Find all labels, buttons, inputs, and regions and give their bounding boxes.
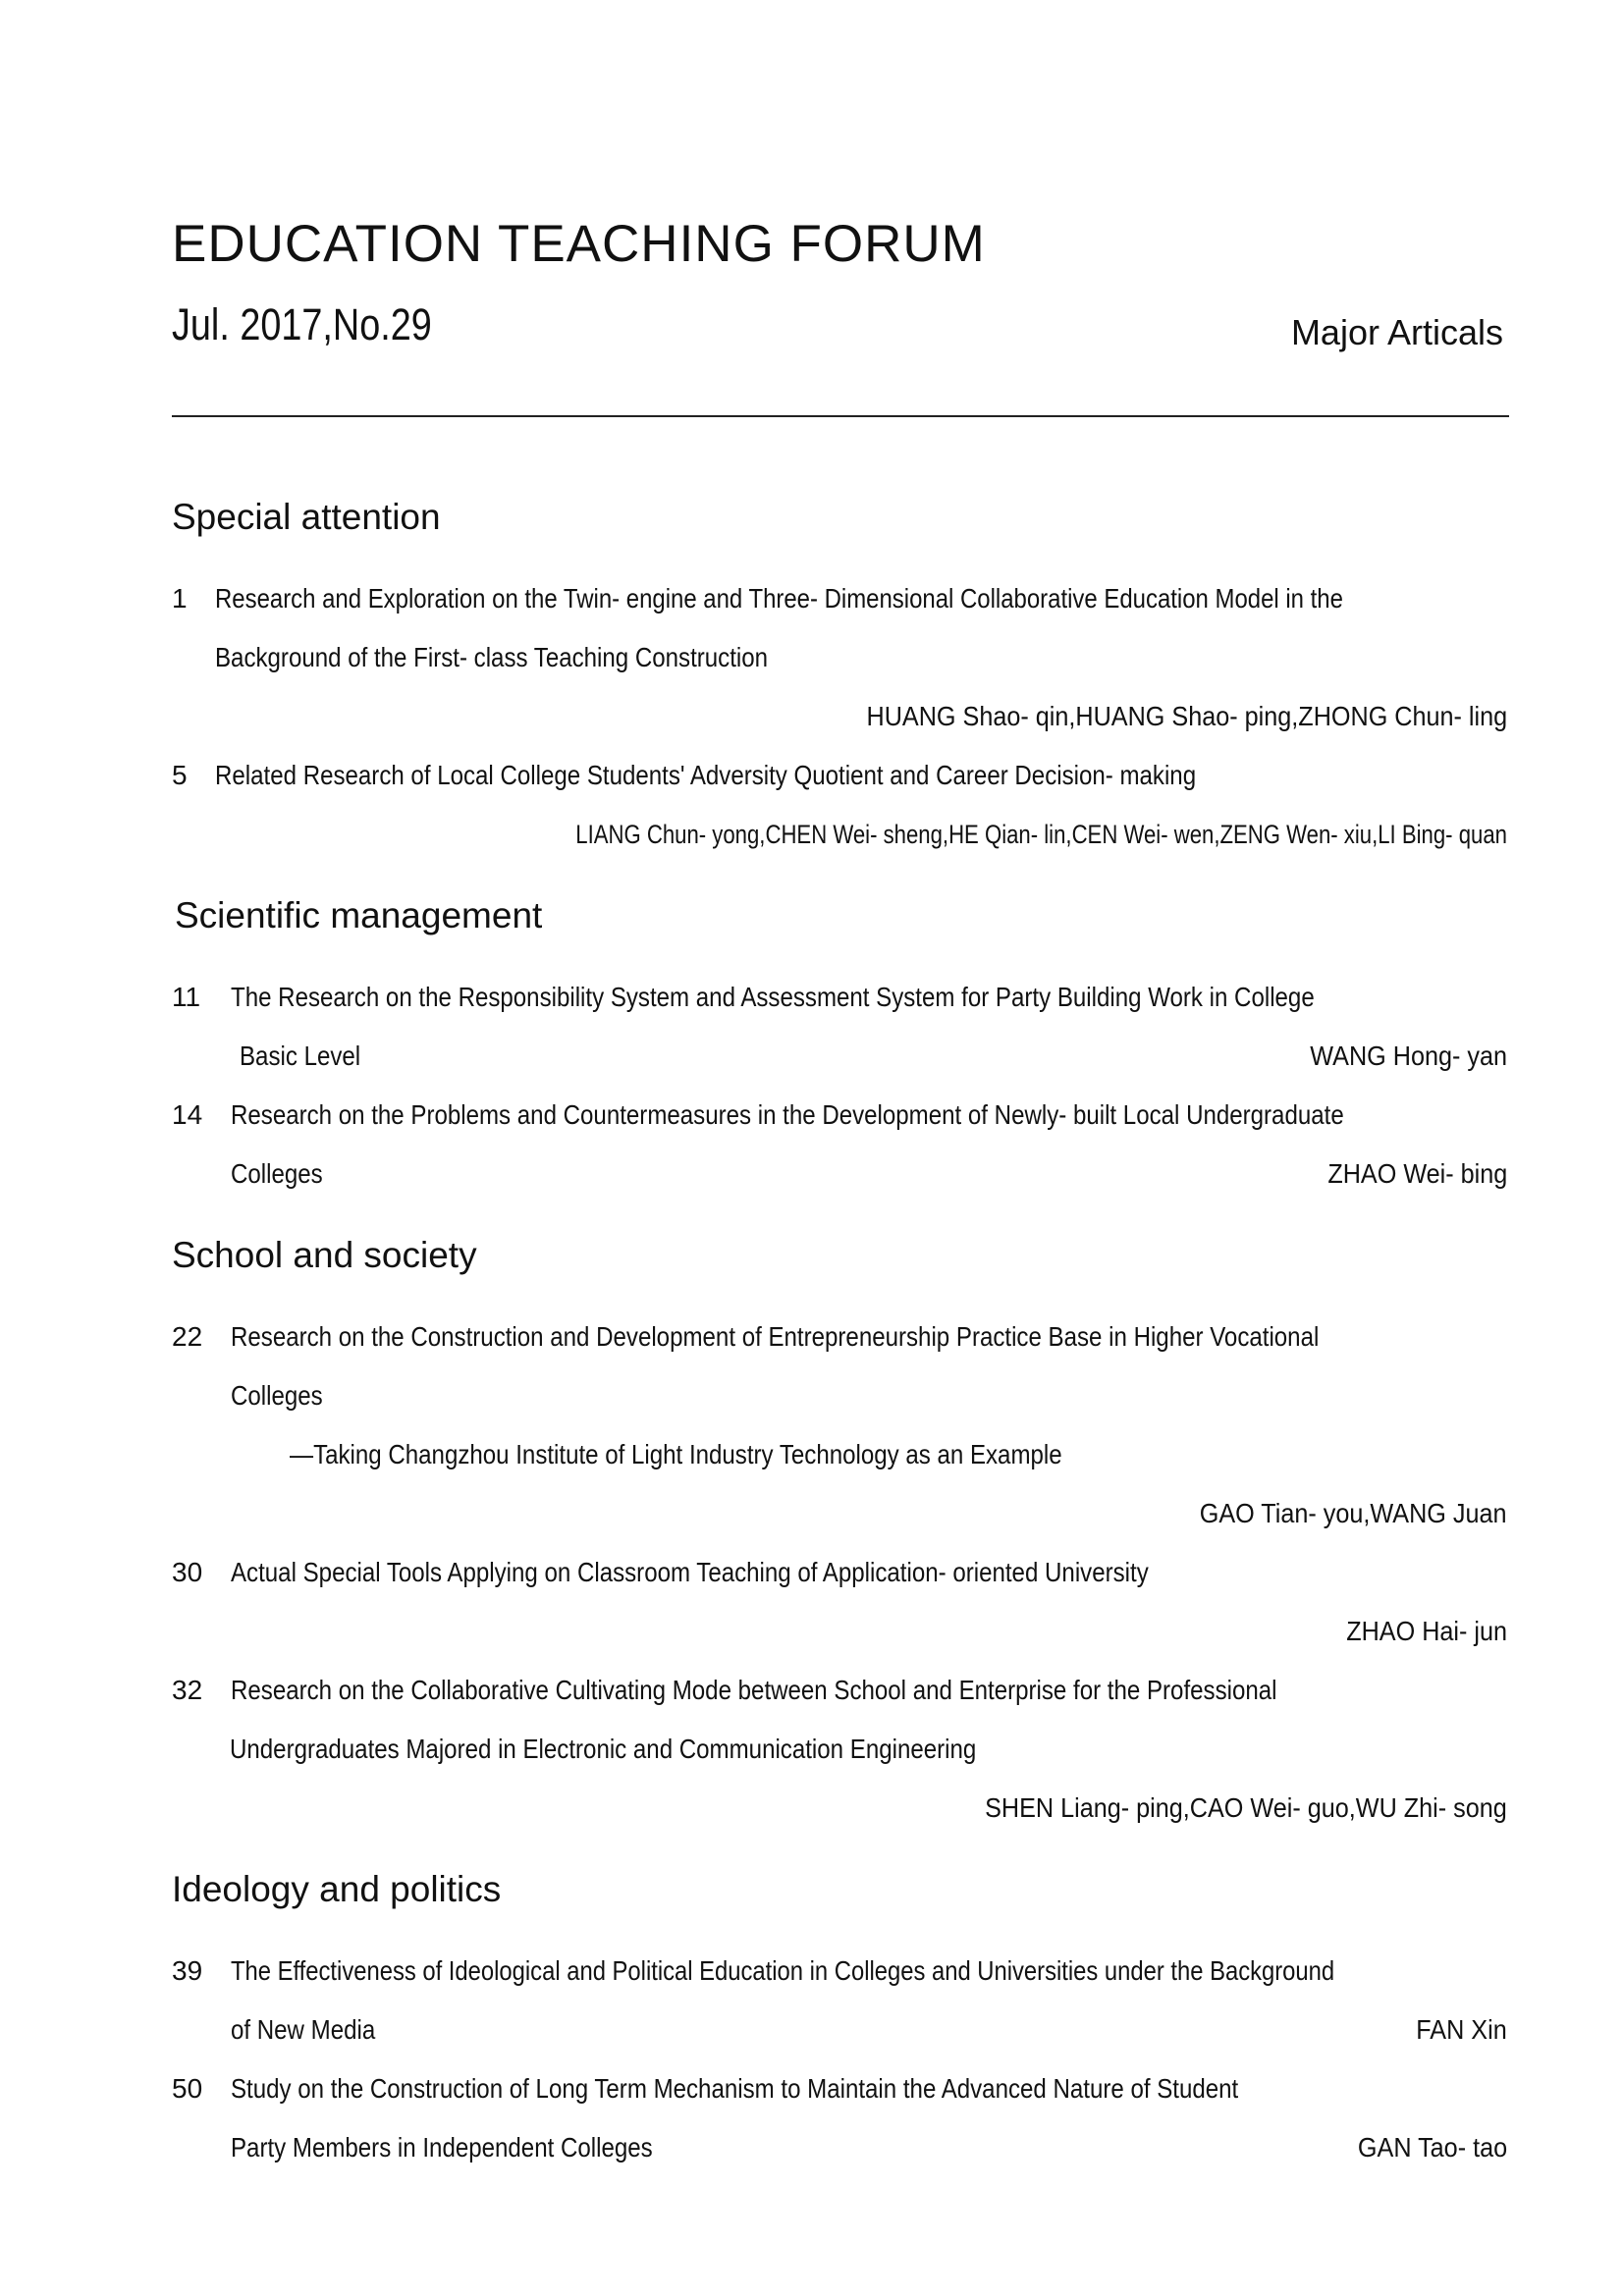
entry-title-continued: Basic Level (240, 1041, 361, 1071)
toc-entry[interactable] (172, 1543, 1507, 1661)
page-number: 22 (172, 1321, 203, 1352)
issue-date: Jul. 2017,No.29 (172, 299, 432, 349)
entry-title: Research and Exploration on the Twin- engine and Three- Dimensional Collaborative Education Model in the (215, 583, 1343, 614)
entry-title: Actual Special Tools Applying on Classroom Teaching of Application- oriented University (231, 1557, 1149, 1587)
dot-leader (719, 2118, 1327, 2177)
dot-leader (285, 1779, 913, 1838)
toc-entry[interactable] (172, 569, 1507, 746)
category-special-attention (172, 489, 1507, 864)
dot-leader (291, 687, 782, 746)
category-title: Ideology and politics (172, 1869, 502, 1909)
entry-author-line (172, 2001, 1507, 2059)
dot-leader (391, 1027, 1274, 1086)
category-ideology-and-politics (172, 1861, 1507, 2177)
dot-leader (288, 1484, 1152, 1543)
page-number: 50 (172, 2073, 203, 2104)
entry-title-continued: Party Members in Independent Colleges (231, 2132, 653, 2163)
entry-author-line (172, 1145, 1507, 1203)
toc-entry[interactable] (172, 2059, 1507, 2177)
journal-title: EDUCATION TEACHING FORUM (172, 215, 986, 273)
toc-entry[interactable] (172, 968, 1507, 1086)
page-number: 30 (172, 1557, 203, 1587)
entry-title-continued: Colleges (231, 1158, 323, 1189)
entry-author-line (172, 1484, 1507, 1543)
toc-entry[interactable] (172, 746, 1507, 864)
category-school-and-society (172, 1227, 1507, 1838)
entry-authors: ZHAO Wei- bing (1327, 1158, 1507, 1189)
category-title: Scientific management (175, 895, 543, 935)
entry-title: Research on the Collaborative Cultivating Mode between School and Enterprise for the Professional (231, 1675, 1277, 1705)
entry-author-line (172, 2118, 1507, 2177)
entry-author-line (172, 1027, 1507, 1086)
entry-title: Related Research of Local College Students' Adversity Quotient and Career Decision- making (215, 760, 1197, 790)
entry-title-continued: Colleges (231, 1380, 323, 1411)
category-scientific-management (172, 887, 1507, 1203)
entry-title-continued: Undergraduates Majored in Electronic and Communication Engineering (230, 1734, 977, 1764)
page-number: 32 (172, 1675, 203, 1705)
page-number: 39 (172, 1955, 203, 1986)
category-title: Special attention (172, 497, 441, 537)
dot-leader (352, 1145, 1294, 1203)
entry-title: Study on the Construction of Long Term Mechanism to Maintain the Advanced Nature of Student (231, 2073, 1239, 2104)
entry-author-line (172, 687, 1507, 746)
entry-authors: GAO Tian- you,WANG Juan (1200, 1498, 1507, 1528)
entry-subtitle: —Taking Changzhou Institute of Light Industry Technology as an Example (290, 1439, 1062, 1469)
toc-entry[interactable] (172, 1086, 1507, 1203)
entry-authors: FAN Xin (1416, 2014, 1507, 2045)
toc-entry[interactable] (172, 1308, 1507, 1543)
entry-authors: GAN Tao- tao (1357, 2132, 1507, 2163)
entry-authors: ZHAO Hai- jun (1346, 1616, 1507, 1646)
entry-authors: WANG Hong- yan (1310, 1041, 1507, 1071)
header-rule (172, 415, 1509, 417)
table-of-contents (172, 489, 1507, 2201)
section-label: Major Articals (1290, 312, 1503, 352)
page-number: 11 (172, 982, 201, 1012)
entry-title-continued: of New Media (231, 2014, 376, 2045)
entry-authors: SHEN Liang- ping,CAO Wei- guo,WU Zhi- song (985, 1792, 1507, 1823)
dot-leader (294, 1602, 1315, 1661)
dot-leader (410, 2001, 1392, 2059)
entry-author-line (172, 805, 1507, 864)
entry-title: Research on the Problems and Countermeasures in the Development of Newly- built Local Undergraduate (231, 1099, 1344, 1130)
entry-author-line (172, 1779, 1507, 1838)
category-title: School and society (172, 1235, 477, 1275)
entry-authors: LIANG Chun- yong,CHEN Wei- sheng,HE Qian- lin,CEN Wei- wen,ZENG Wen- xiu,LI Bing- quan (575, 820, 1507, 849)
entry-title: The Effectiveness of Ideological and Political Education in Colleges and Universities under the Background (231, 1955, 1335, 1986)
entry-title: Research on the Construction and Development of Entrepreneurship Practice Base in Higher Vocational (231, 1321, 1320, 1352)
page-number: 14 (172, 1099, 203, 1130)
entry-authors: HUANG Shao- qin,HUANG Shao- ping,ZHONG Chun- ling (866, 701, 1507, 731)
entry-title-continued: Background of the First- class Teaching Construction (215, 642, 769, 672)
toc-entry[interactable] (172, 1942, 1507, 2059)
page-number: 5 (172, 760, 188, 790)
toc-entry[interactable] (172, 1661, 1507, 1838)
entry-author-line (172, 1602, 1507, 1661)
page-number: 1 (172, 583, 188, 614)
entry-title: The Research on the Responsibility System and Assessment System for Party Building Work in College (231, 982, 1315, 1012)
dot-leader (210, 805, 357, 864)
toc-page (172, 0, 1507, 2296)
